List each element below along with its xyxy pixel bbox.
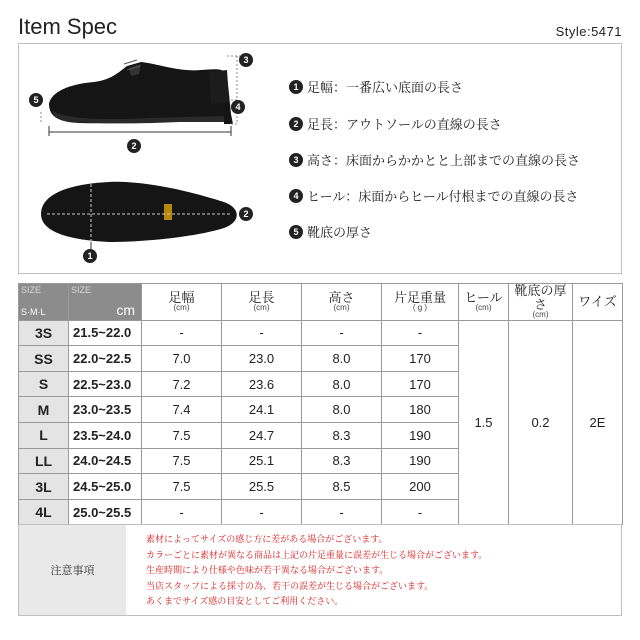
number-2-icon: 2 <box>289 117 303 131</box>
length-cell: 25.1 <box>222 448 302 474</box>
page-title: Item Spec <box>18 14 118 39</box>
note-line: 生産時期により仕様や色味が若干異なる場合がございます。 <box>146 566 389 577</box>
header-heel: ヒール (cm) <box>459 284 509 321</box>
width-cell: - <box>142 320 222 346</box>
number-4-icon: 4 <box>289 189 303 203</box>
measurement-legend <box>289 44 619 273</box>
note-line: 素材によってサイズの感じ方に差がある場合がございます。 <box>146 535 388 545</box>
weight-cell: - <box>382 320 459 346</box>
weight-cell: 190 <box>382 423 459 449</box>
size-cell: S <box>19 371 69 397</box>
legend-text: 足長：アウトソールの直線の長さ <box>307 118 502 133</box>
length-cell: - <box>222 320 302 346</box>
legend-text: 靴底の厚さ <box>307 226 373 241</box>
shoe-illustration <box>19 44 281 273</box>
note-line: あくまでサイズ感の目安としてご利用ください。 <box>146 597 344 608</box>
range-cell: 21.5~22.0 <box>69 320 142 346</box>
weight-cell: 180 <box>382 397 459 423</box>
size-cell: 3S <box>19 320 69 346</box>
height-cell: 8.3 <box>302 423 382 449</box>
legend-item-width <box>289 77 463 96</box>
range-cell: 22.5~23.0 <box>69 371 142 397</box>
weight-cell: 170 <box>382 371 459 397</box>
length-cell: 23.0 <box>222 346 302 372</box>
style-code: Style:5471 <box>555 24 622 39</box>
height-cell: 8.0 <box>302 371 382 397</box>
header-sole: 靴底の厚さ (cm) <box>509 284 573 321</box>
weight-cell: - <box>382 499 459 525</box>
height-cell: - <box>302 499 382 525</box>
note-line: カラーごとに素材が異なる商品は上記の片足重量に誤差が生じる場合がございます。 <box>146 550 488 561</box>
range-cell: 23.5~24.0 <box>69 423 142 449</box>
header-length: 足長 (cm) <box>222 284 302 321</box>
spec-diagram-panel <box>18 43 622 274</box>
shoe-side-view <box>49 60 233 124</box>
width-cell: 7.5 <box>142 448 222 474</box>
header-wise: ワイズ <box>573 284 623 321</box>
length-cell: 24.1 <box>222 397 302 423</box>
notes-panel <box>18 524 622 616</box>
header-weight: 片足重量 ( g ) <box>382 284 459 321</box>
length-cell: 23.6 <box>222 371 302 397</box>
legend-text: 足幅：一番広い底面の長さ <box>307 81 464 96</box>
size-cell: LL <box>19 448 69 474</box>
legend-item-sole <box>289 222 372 241</box>
height-cell: 8.5 <box>302 474 382 500</box>
length-cell: 24.7 <box>222 423 302 449</box>
range-cell: 24.5~25.0 <box>69 474 142 500</box>
header-cm: SIZE cm <box>69 284 142 321</box>
size-cell: 4L <box>19 499 69 525</box>
height-cell: 8.3 <box>302 448 382 474</box>
sole-cell: 0.2 <box>509 320 573 525</box>
width-cell: 7.4 <box>142 397 222 423</box>
height-cell: - <box>302 320 382 346</box>
table-header-row <box>19 284 623 321</box>
width-cell: 7.5 <box>142 474 222 500</box>
marker-4-icon: 4 <box>231 100 245 114</box>
number-3-icon: 3 <box>289 153 303 167</box>
width-cell: 7.0 <box>142 346 222 372</box>
legend-text: ヒール：床面からヒール付根までの直線の長さ <box>307 190 579 205</box>
size-cell: SS <box>19 346 69 372</box>
size-cell: L <box>19 423 69 449</box>
header-height: 高さ (cm) <box>302 284 382 321</box>
length-cell: 25.5 <box>222 474 302 500</box>
weight-cell: 170 <box>382 346 459 372</box>
height-cell: 8.0 <box>302 397 382 423</box>
size-cell: 3L <box>19 474 69 500</box>
header-size: SIZE S·M·L <box>19 284 69 321</box>
notes-body <box>126 525 621 615</box>
shoe-diagram <box>19 44 281 273</box>
marker-2-sole-icon: 2 <box>239 207 253 221</box>
legend-item-height <box>289 150 580 169</box>
notes-label: 注意事項 <box>19 525 126 615</box>
range-cell: 24.0~24.5 <box>69 448 142 474</box>
range-cell: 22.0~22.5 <box>69 346 142 372</box>
range-cell: 25.0~25.5 <box>69 499 142 525</box>
note-line: 当店スタッフによる採寸の為、若干の誤差が生じる場合がございます。 <box>146 581 434 592</box>
number-5-icon: 5 <box>289 225 303 239</box>
header-width: 足幅 (cm) <box>142 284 222 321</box>
length-cell: - <box>222 499 302 525</box>
marker-1-icon: 1 <box>83 249 97 263</box>
marker-3-icon: 3 <box>239 53 253 67</box>
size-table <box>18 283 623 525</box>
width-cell: - <box>142 499 222 525</box>
number-1-icon: 1 <box>289 80 303 94</box>
range-cell: 23.0~23.5 <box>69 397 142 423</box>
table-row <box>19 320 623 346</box>
width-cell: 7.2 <box>142 371 222 397</box>
width-cell: 7.5 <box>142 423 222 449</box>
shoe-sole-view <box>41 182 237 242</box>
heel-cell: 1.5 <box>459 320 509 525</box>
wise-cell: 2E <box>573 320 623 525</box>
legend-text: 高さ：床面からかかとと上部までの直線の長さ <box>307 154 581 169</box>
legend-item-heel <box>289 186 578 205</box>
marker-5-icon: 5 <box>29 93 43 107</box>
legend-item-length <box>289 114 502 133</box>
weight-cell: 200 <box>382 474 459 500</box>
weight-cell: 190 <box>382 448 459 474</box>
height-cell: 8.0 <box>302 346 382 372</box>
marker-2-icon: 2 <box>127 139 141 153</box>
size-cell: M <box>19 397 69 423</box>
